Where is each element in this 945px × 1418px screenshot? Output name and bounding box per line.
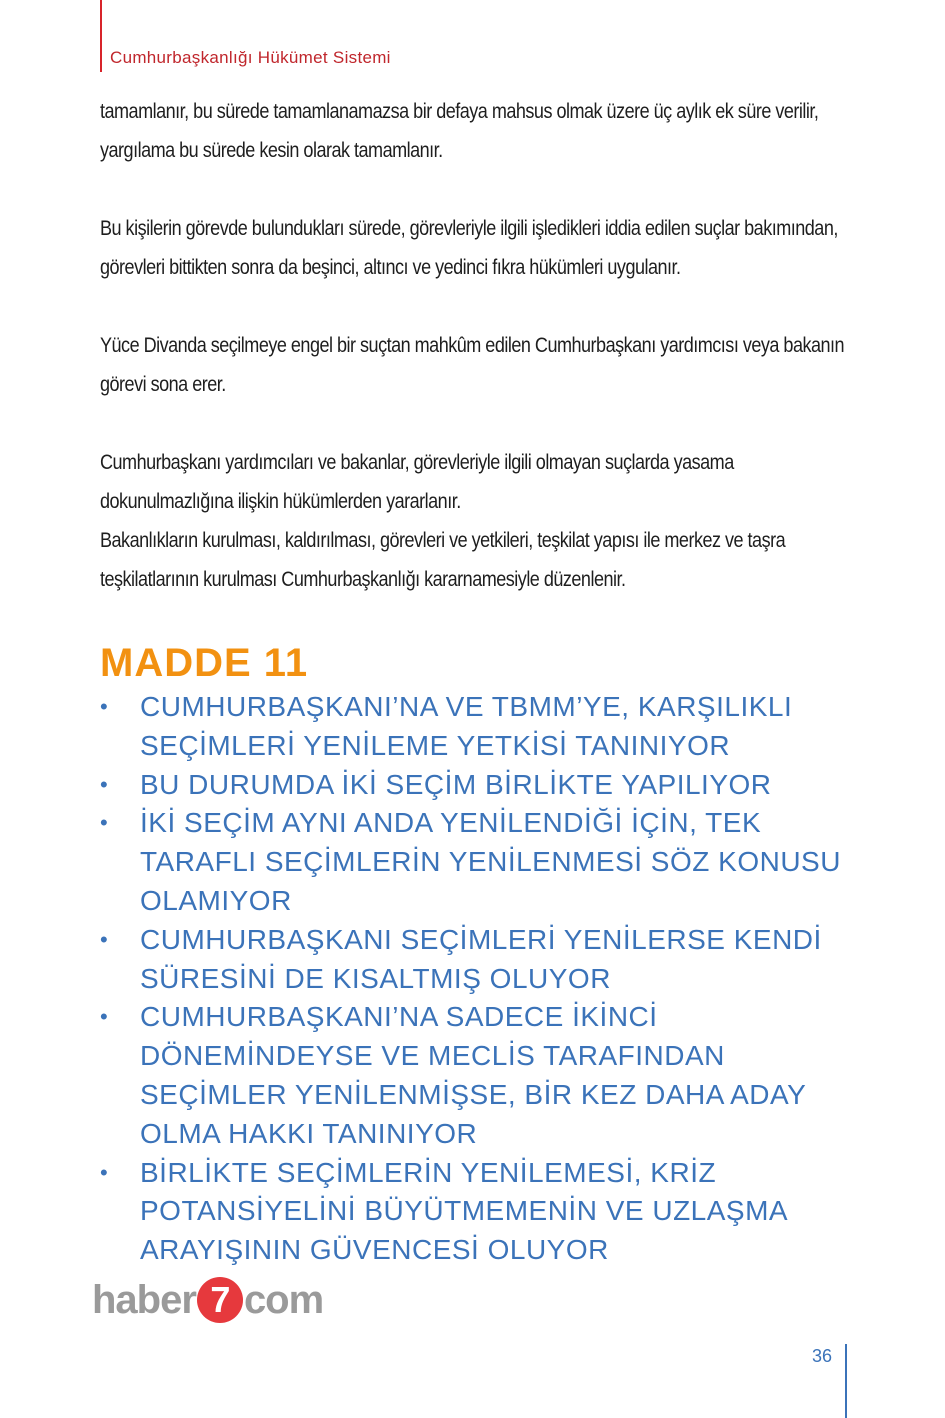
watermark-text: haber <box>92 1277 196 1322</box>
list-item <box>100 766 860 805</box>
list-item-text: İKİ SEÇİM AYNI ANDA YENİLENDİĞİ İÇİN, TEK TARAFLI SEÇİMLERİN YENİLENMESİ SÖZ KONUSU OLAMIYOR <box>140 807 841 916</box>
list-item <box>100 998 860 1153</box>
page-number: 36 <box>812 1346 833 1366</box>
body-text <box>100 92 860 599</box>
paragraph: tamamlanır, bu sürede tamamlanamazsa bir defaya mahsus olmak üzere üç aylık ek süre verilir, yargılama bu sürede kesin olarak tamamlanır. <box>100 100 819 162</box>
list-item-text: CUMHURBAŞKANI’NA SADECE İKİNCİ DÖNEMİNDEYSE VE MECLİS TARAFINDAN SEÇİMLER YENİLENMİŞSE, BİR KEZ DAHA ADAY OLMA HAKKI TANINIYOR <box>140 1001 806 1149</box>
list-item-text: BU DURUMDA İKİ SEÇİM BİRLİKTE YAPILIYOR <box>140 768 772 800</box>
section-title: MADDE 11 <box>100 641 309 685</box>
bullet-icon: • <box>100 694 109 719</box>
list-item-text: CUMHURBAŞKANI’NA VE TBMM’YE, KARŞILIKLI SEÇİMLERİ YENİLEME YETKİSİ TANINIYOR <box>140 691 793 761</box>
list-item <box>100 804 860 920</box>
list-item <box>100 688 860 766</box>
paragraph: Bu kişilerin görevde bulundukları sürede, görevleriyle ilgili işledikleri iddia edilen suçlar bakımından, görevleri bittikten sonra da beşinci, altıncı ve yedinci fıkra hükümleri uygulanır. <box>100 217 838 279</box>
list-item <box>100 1154 860 1270</box>
bullet-list <box>100 688 860 1270</box>
watermark-seven-badge: 7 <box>197 1277 243 1323</box>
bullet-icon: • <box>100 1004 109 1030</box>
list-item-text: CUMHURBAŞKANI SEÇİMLERİ YENİLERSE KENDİ SÜRESİNİ DE KISALTMIŞ OLUYOR <box>140 923 822 994</box>
header-rule <box>100 0 102 72</box>
bullet-icon: • <box>100 1159 109 1185</box>
footer-rule <box>845 1344 847 1418</box>
paragraph: Yüce Divanda seçilmeye engel bir suçtan mahkûm edilen Cumhurbaşkanı yardımcısı veya bakanın görevi sona erer. <box>100 334 845 396</box>
paragraph: Bakanlıkların kurulması, kaldırılması, görevleri ve yetkileri, teşkilat yapısı ile merkez ve taşra teşkilatlarının kurulması Cumhurbaşkanlığı kararnamesiyle düzenlenir. <box>100 529 786 591</box>
bullet-icon: • <box>100 771 109 797</box>
haber7-watermark-logo <box>92 1275 323 1325</box>
bullet-icon: • <box>100 810 109 836</box>
running-header: Cumhurbaşkanlığı Hükümet Sistemi <box>110 48 391 67</box>
list-item-text: BİRLİKTE SEÇİMLERİN YENİLEMESİ, KRİZ POTANSİYELİNİ BÜYÜTMEMENİN VE UZLAŞMA ARAYIŞININ GÜVENCESİ OLUYOR <box>140 1156 787 1266</box>
paragraph: Cumhurbaşkanı yardımcıları ve bakanlar, görevleriyle ilgili olmayan suçlarda yasama dokunulmazlığına ilişkin hükümlerden yararlanır. <box>100 451 734 513</box>
bullet-icon: • <box>100 926 109 952</box>
list-item <box>100 921 860 999</box>
watermark-text: com <box>243 1277 324 1322</box>
